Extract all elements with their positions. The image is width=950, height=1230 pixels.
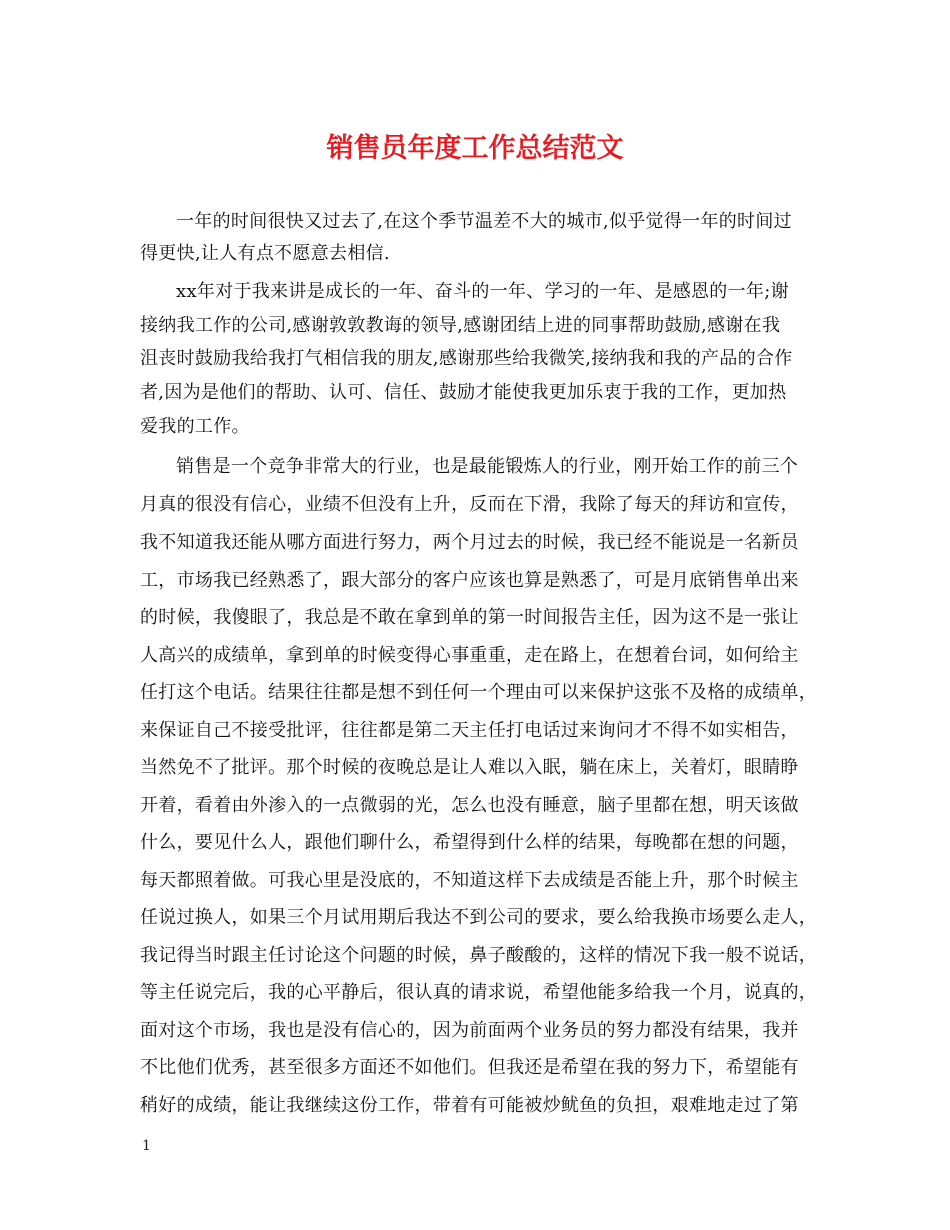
paragraph-line: 面对这个市场，我也是没有信心的，因为前面两个业务员的努力都没有结果，我并 — [140, 1020, 799, 1041]
paragraph-line: 任说过换人，如果三个月试用期后我达不到公司的要求，要么给我换市场要么走人， — [140, 907, 818, 928]
paragraph-line: 开着，看着由外渗入的一点微弱的光，怎么也没有睡意，脑子里都在想，明天该做 — [140, 795, 799, 816]
paragraph-line: 工，市场我已经熟悉了，跟大部分的客户应该也算是熟悉了，可是月底销售单出来 — [140, 570, 799, 591]
paragraph-line: 每天都照着做。可我心里是没底的，不知道这样下去成绩是否能上升，那个时候主 — [140, 870, 799, 891]
paragraph-line: 任打这个电话。结果往往都是想不到任何一个理由可以来保护这张不及格的成绩单， — [140, 682, 818, 703]
paragraph-line: 什么，要见什么人，跟他们聊什么，希望得到什么样的结果，每晚都在想的问题， — [140, 832, 799, 853]
paragraph-line: 我记得当时跟主任讨论这个问题的时候，鼻子酸酸的，这样的情况下我一般不说话， — [140, 945, 818, 966]
paragraph-line: 不比他们优秀，甚至很多方面还不如他们。但我还是希望在我的努力下，希望能有 — [140, 1057, 799, 1078]
paragraph-line: 销售是一个竞争非常大的行业，也是最能锻炼人的行业，刚开始工作的前三个 — [176, 456, 799, 477]
paragraph-line: 爱我的工作。 — [140, 416, 250, 437]
paragraph-line: 稍好的成绩，能让我继续这份工作，带着有可能被炒鱿鱼的负担，艰难地走过了第 — [140, 1095, 799, 1116]
paragraph-line: xx年对于我来讲是成长的一年、奋斗的一年、学习的一年、是感恩的一年;谢 — [176, 281, 789, 302]
paragraph-line: 得更快,让人有点不愿意去相信. — [140, 243, 390, 264]
paragraph-line: 我不知道我还能从哪方面进行努力，两个月过去的时候，我已经不能说是一名新员 — [140, 532, 799, 553]
paragraph-line: 等主任说完后，我的心平静后，很认真的请求说，希望他能多给我一个月，说真的， — [140, 982, 818, 1003]
document-title: 销售员年度工作总结范文 — [326, 133, 624, 164]
page-number: 1 — [142, 1138, 151, 1154]
paragraph-line: 的时候，我傻眼了，我总是不敢在拿到单的第一时间报告主任，因为这不是一张让 — [140, 607, 799, 628]
paragraph-line: 月真的很没有信心，业绩不但没有上升，反而在下滑，我除了每天的拜访和宣传， — [140, 494, 799, 515]
paragraph-line: 当然免不了批评。那个时候的夜晚总是让人难以入眠，躺在床上，关着灯，眼睛睁 — [140, 757, 799, 778]
paragraph-line: 接纳我工作的公司,感谢敦敦教诲的领导,感谢团结上进的同事帮助鼓励,感谢在我 — [140, 315, 781, 336]
paragraph-line: 沮丧时鼓励我给我打气相信我的朋友,感谢那些给我微笑,接纳我和我的产品的合作 — [140, 348, 793, 369]
paragraph-line: 人高兴的成绩单，拿到单的时候变得心事重重，走在路上，在想着台词，如何给主 — [140, 645, 799, 666]
paragraph-line: 一年的时间很快又过去了,在这个季节温差不大的城市,似乎觉得一年的时间过 — [176, 211, 792, 232]
paragraph-line: 来保证自己不接受批评，往往都是第二天主任打电话过来询问才不得不如实相告， — [140, 720, 799, 741]
paragraph-line: 者,因为是他们的帮助、认可、信任、鼓励才能使我更加乐衷于我的工作，更加热 — [140, 382, 787, 403]
